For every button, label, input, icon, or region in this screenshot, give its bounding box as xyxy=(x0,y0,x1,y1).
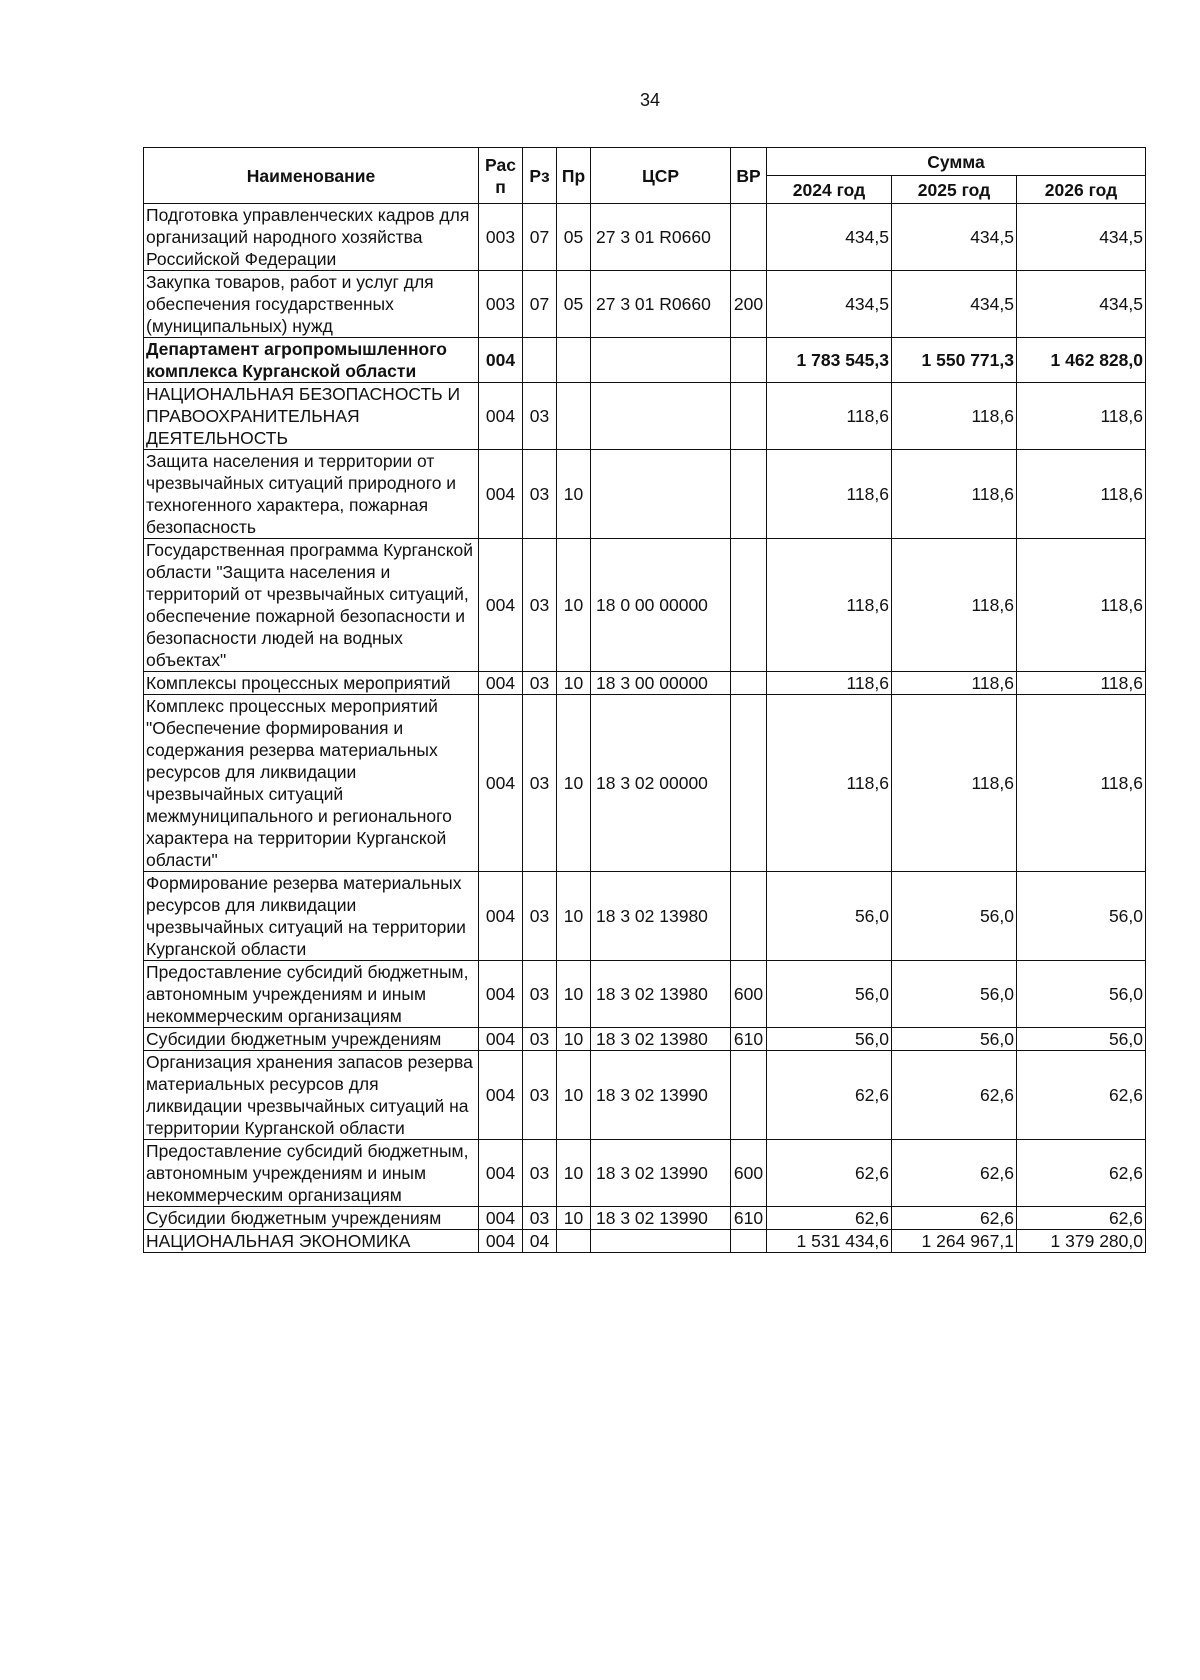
cell-csr xyxy=(591,338,731,383)
cell-sum-2025: 434,5 xyxy=(892,204,1017,271)
header-year-2026: 2026 год xyxy=(1017,176,1146,204)
cell-pr: 10 xyxy=(557,961,591,1028)
cell-rz: 03 xyxy=(523,695,557,872)
cell-vr: 600 xyxy=(731,961,767,1028)
cell-name: Департамент агропромышленного комплекса Курганской области xyxy=(144,338,479,383)
cell-csr xyxy=(591,1230,731,1253)
cell-sum-2024: 56,0 xyxy=(767,1028,892,1051)
cell-rasp: 004 xyxy=(479,961,523,1028)
cell-rz: 03 xyxy=(523,1140,557,1207)
cell-rasp: 004 xyxy=(479,383,523,450)
cell-rz xyxy=(523,338,557,383)
cell-vr: 200 xyxy=(731,271,767,338)
table-row xyxy=(144,695,1146,872)
cell-pr: 10 xyxy=(557,695,591,872)
cell-rz: 03 xyxy=(523,383,557,450)
cell-rz: 03 xyxy=(523,1051,557,1140)
cell-csr: 27 3 01 R0660 xyxy=(591,204,731,271)
cell-vr xyxy=(731,672,767,695)
cell-rasp: 004 xyxy=(479,872,523,961)
cell-sum-2025: 434,5 xyxy=(892,271,1017,338)
cell-sum-2024: 434,5 xyxy=(767,271,892,338)
header-summa: Сумма xyxy=(767,148,1146,176)
header-name: Наименование xyxy=(144,148,479,204)
cell-sum-2026: 62,6 xyxy=(1017,1051,1146,1140)
cell-name: Защита населения и территории от чрезвычайных ситуаций природного и техногенного характера, пожарная безопасность xyxy=(144,450,479,539)
cell-csr: 18 3 02 13990 xyxy=(591,1207,731,1230)
cell-name: Субсидии бюджетным учреждениям xyxy=(144,1028,479,1051)
cell-vr xyxy=(731,338,767,383)
cell-sum-2024: 62,6 xyxy=(767,1140,892,1207)
table-body xyxy=(144,204,1146,1253)
cell-csr: 27 3 01 R0660 xyxy=(591,271,731,338)
header-year-2025: 2025 год xyxy=(892,176,1017,204)
cell-name: Организация хранения запасов резерва материальных ресурсов для ликвидации чрезвычайных ситуаций на территории Курганской области xyxy=(144,1051,479,1140)
cell-rasp: 004 xyxy=(479,1230,523,1253)
cell-name: Подготовка управленческих кадров для организаций народного хозяйства Российской Федерации xyxy=(144,204,479,271)
cell-name: Государственная программа Курганской области "Защита населения и территорий от чрезвычайных ситуаций, обеспечение пожарной безопасности и безопасности людей на водных объектах" xyxy=(144,539,479,672)
cell-name: Предоставление субсидий бюджетным, автономным учреждениям и иным некоммерческим организациям xyxy=(144,961,479,1028)
cell-csr: 18 3 00 00000 xyxy=(591,672,731,695)
cell-sum-2026: 62,6 xyxy=(1017,1140,1146,1207)
cell-pr: 10 xyxy=(557,1207,591,1230)
header-year-2024: 2024 год xyxy=(767,176,892,204)
header-vr: ВР xyxy=(731,148,767,204)
cell-sum-2024: 118,6 xyxy=(767,672,892,695)
cell-sum-2025: 118,6 xyxy=(892,450,1017,539)
cell-name: Субсидии бюджетным учреждениям xyxy=(144,1207,479,1230)
cell-sum-2026: 56,0 xyxy=(1017,872,1146,961)
cell-sum-2024: 118,6 xyxy=(767,383,892,450)
cell-sum-2026: 118,6 xyxy=(1017,672,1146,695)
cell-vr: 610 xyxy=(731,1207,767,1230)
cell-name: НАЦИОНАЛЬНАЯ ЭКОНОМИКА xyxy=(144,1230,479,1253)
cell-sum-2026: 434,5 xyxy=(1017,204,1146,271)
cell-vr xyxy=(731,695,767,872)
cell-rasp: 004 xyxy=(479,1140,523,1207)
table-row xyxy=(144,1140,1146,1207)
cell-csr: 18 3 02 00000 xyxy=(591,695,731,872)
cell-vr xyxy=(731,383,767,450)
cell-rasp: 003 xyxy=(479,271,523,338)
cell-rz: 07 xyxy=(523,271,557,338)
cell-sum-2025: 118,6 xyxy=(892,539,1017,672)
cell-csr xyxy=(591,383,731,450)
cell-name: НАЦИОНАЛЬНАЯ БЕЗОПАСНОСТЬ И ПРАВООХРАНИТЕЛЬНАЯ ДЕЯТЕЛЬНОСТЬ xyxy=(144,383,479,450)
cell-sum-2025: 62,6 xyxy=(892,1051,1017,1140)
cell-rasp: 004 xyxy=(479,1207,523,1230)
cell-sum-2024: 56,0 xyxy=(767,872,892,961)
table-row xyxy=(144,338,1146,383)
cell-sum-2026: 118,6 xyxy=(1017,695,1146,872)
cell-name: Формирование резерва материальных ресурсов для ликвидации чрезвычайных ситуаций на территории Курганской области xyxy=(144,872,479,961)
cell-rz: 03 xyxy=(523,1028,557,1051)
cell-sum-2026: 56,0 xyxy=(1017,1028,1146,1051)
cell-sum-2025: 62,6 xyxy=(892,1140,1017,1207)
table-row xyxy=(144,1051,1146,1140)
cell-sum-2024: 118,6 xyxy=(767,695,892,872)
cell-pr: 10 xyxy=(557,1028,591,1051)
cell-rasp: 004 xyxy=(479,450,523,539)
cell-rasp: 004 xyxy=(479,672,523,695)
cell-vr xyxy=(731,450,767,539)
cell-sum-2024: 118,6 xyxy=(767,539,892,672)
cell-vr xyxy=(731,872,767,961)
cell-pr xyxy=(557,338,591,383)
table-row xyxy=(144,539,1146,672)
table-row xyxy=(144,1207,1146,1230)
header-rz: Рз xyxy=(523,148,557,204)
cell-csr: 18 3 02 13980 xyxy=(591,1028,731,1051)
cell-vr: 600 xyxy=(731,1140,767,1207)
cell-vr xyxy=(731,204,767,271)
cell-name: Предоставление субсидий бюджетным, автономным учреждениям и иным некоммерческим организациям xyxy=(144,1140,479,1207)
cell-sum-2024: 56,0 xyxy=(767,961,892,1028)
cell-pr: 10 xyxy=(557,1140,591,1207)
table-row xyxy=(144,961,1146,1028)
cell-pr: 10 xyxy=(557,1051,591,1140)
header-csr: ЦСР xyxy=(591,148,731,204)
cell-sum-2025: 56,0 xyxy=(892,961,1017,1028)
cell-sum-2024: 62,6 xyxy=(767,1207,892,1230)
cell-rz: 03 xyxy=(523,1207,557,1230)
cell-sum-2025: 56,0 xyxy=(892,872,1017,961)
cell-sum-2025: 118,6 xyxy=(892,695,1017,872)
table-row xyxy=(144,450,1146,539)
cell-csr: 18 3 02 13990 xyxy=(591,1051,731,1140)
cell-rasp: 004 xyxy=(479,695,523,872)
budget-table xyxy=(143,147,1146,1253)
cell-rasp: 003 xyxy=(479,204,523,271)
cell-sum-2025: 62,6 xyxy=(892,1207,1017,1230)
cell-sum-2024: 1 531 434,6 xyxy=(767,1230,892,1253)
cell-sum-2024: 62,6 xyxy=(767,1051,892,1140)
cell-csr xyxy=(591,450,731,539)
page-number: 34 xyxy=(639,90,661,110)
cell-sum-2024: 118,6 xyxy=(767,450,892,539)
cell-pr: 05 xyxy=(557,204,591,271)
cell-pr: 10 xyxy=(557,872,591,961)
cell-pr xyxy=(557,383,591,450)
table-row xyxy=(144,872,1146,961)
cell-sum-2025: 1 264 967,1 xyxy=(892,1230,1017,1253)
cell-sum-2026: 1 462 828,0 xyxy=(1017,338,1146,383)
cell-rz: 03 xyxy=(523,539,557,672)
cell-rz: 04 xyxy=(523,1230,557,1253)
table-row xyxy=(144,383,1146,450)
header-pr: Пр xyxy=(557,148,591,204)
cell-rasp: 004 xyxy=(479,1051,523,1140)
cell-pr: 10 xyxy=(557,450,591,539)
table-row xyxy=(144,271,1146,338)
header-rasp: Рас п xyxy=(479,148,523,204)
cell-sum-2025: 118,6 xyxy=(892,383,1017,450)
cell-rz: 03 xyxy=(523,672,557,695)
cell-sum-2025: 118,6 xyxy=(892,672,1017,695)
cell-sum-2026: 62,6 xyxy=(1017,1207,1146,1230)
cell-rz: 03 xyxy=(523,961,557,1028)
cell-pr: 05 xyxy=(557,271,591,338)
cell-name: Комплекс процессных мероприятий "Обеспечение формирования и содержания резерва материальных ресурсов для ликвидации чрезвычайных ситуаций межмуниципального и регионального характера на территории Курганской области" xyxy=(144,695,479,872)
cell-csr: 18 0 00 00000 xyxy=(591,539,731,672)
cell-pr xyxy=(557,1230,591,1253)
table-row xyxy=(144,204,1146,271)
cell-name: Комплексы процессных мероприятий xyxy=(144,672,479,695)
cell-rz: 03 xyxy=(523,872,557,961)
cell-vr: 610 xyxy=(731,1028,767,1051)
cell-sum-2025: 56,0 xyxy=(892,1028,1017,1051)
cell-rasp: 004 xyxy=(479,1028,523,1051)
cell-pr: 10 xyxy=(557,672,591,695)
cell-csr: 18 3 02 13980 xyxy=(591,961,731,1028)
cell-sum-2024: 434,5 xyxy=(767,204,892,271)
cell-sum-2026: 118,6 xyxy=(1017,383,1146,450)
cell-vr xyxy=(731,1230,767,1253)
cell-sum-2026: 56,0 xyxy=(1017,961,1146,1028)
cell-rz: 07 xyxy=(523,204,557,271)
cell-csr: 18 3 02 13980 xyxy=(591,872,731,961)
table-header xyxy=(144,148,1146,204)
cell-rasp: 004 xyxy=(479,338,523,383)
cell-vr xyxy=(731,539,767,672)
cell-sum-2026: 118,6 xyxy=(1017,450,1146,539)
cell-rz: 03 xyxy=(523,450,557,539)
cell-vr xyxy=(731,1051,767,1140)
cell-sum-2024: 1 783 545,3 xyxy=(767,338,892,383)
table-row xyxy=(144,1230,1146,1253)
cell-sum-2026: 118,6 xyxy=(1017,539,1146,672)
cell-rasp: 004 xyxy=(479,539,523,672)
table-row xyxy=(144,1028,1146,1051)
cell-pr: 10 xyxy=(557,539,591,672)
cell-csr: 18 3 02 13990 xyxy=(591,1140,731,1207)
cell-name: Закупка товаров, работ и услуг для обеспечения государственных (муниципальных) нужд xyxy=(144,271,479,338)
cell-sum-2026: 1 379 280,0 xyxy=(1017,1230,1146,1253)
cell-sum-2026: 434,5 xyxy=(1017,271,1146,338)
table-row xyxy=(144,672,1146,695)
cell-sum-2025: 1 550 771,3 xyxy=(892,338,1017,383)
